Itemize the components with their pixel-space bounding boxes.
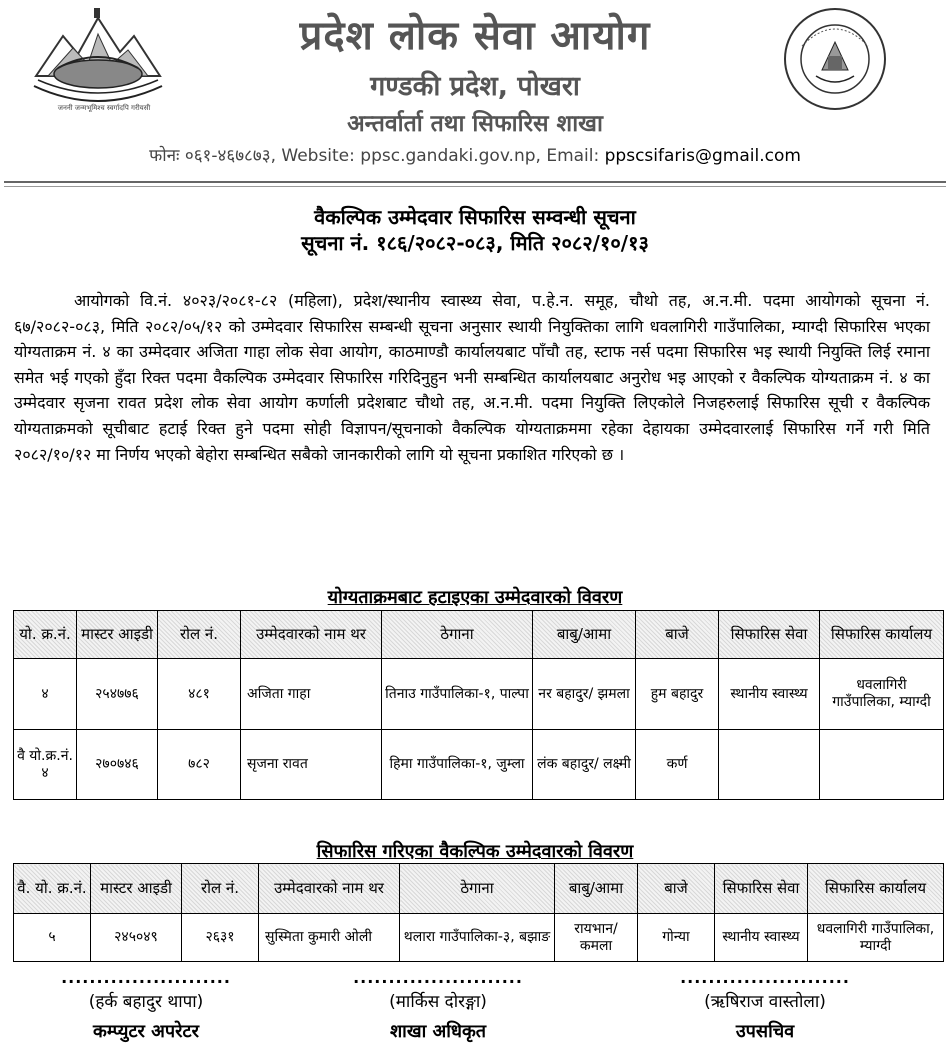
col-header: बाजे (638, 864, 715, 914)
cell: २४५०४९ (91, 914, 182, 962)
col-header: मास्टर आइडी (91, 864, 182, 914)
signatory-title: कम्प्युटर अपरेटर (93, 1021, 199, 1042)
cell (719, 730, 820, 800)
signatory-title: उपसचिव (735, 1021, 795, 1042)
col-header: यो. क्र.नं. (14, 611, 77, 659)
col-header: रोल नं. (182, 864, 259, 914)
col-header: सिफारिस कार्यालय (808, 864, 944, 914)
cell: रायभान/ कमला (555, 914, 638, 962)
col-header: सिफारिस सेवा (715, 864, 808, 914)
col-header: बाबु/आमा (533, 611, 636, 659)
table-row (14, 659, 944, 730)
cell: थलारा गाउँपालिका-३, बझाङ (400, 914, 555, 962)
col-header: बाबु/आमा (555, 864, 638, 914)
signature-line: ........................ (353, 968, 523, 987)
contact-text: फोनः ०६१-४६७८७३, Website: ppsc.gandaki.gov.np, Email: (149, 146, 600, 166)
province-subtitle: गण्डकी प्रदेश, पोखरा (370, 71, 580, 102)
removed-candidates-table (13, 610, 944, 800)
section-name: अन्तर्वार्ता तथा सिफारिस शाखा (347, 111, 603, 137)
letterhead (0, 0, 950, 180)
signatory-name: (ऋषिराज वास्तोला) (704, 992, 826, 1012)
table-row (14, 730, 944, 800)
cell: तिनाउ गाउँपालिका-१, पाल्पा (382, 659, 533, 730)
cell: ४८१ (158, 659, 241, 730)
cell: वै यो.क्र.नं. ४ (14, 730, 77, 800)
cell: हिमा गाउँपालिका-१, जुम्ला (382, 730, 533, 800)
col-header: मास्टर आइडी (77, 611, 158, 659)
cell: स्थानीय स्वास्थ्य (715, 914, 808, 962)
table-row (14, 914, 944, 962)
commission-seal-icon (782, 6, 888, 112)
emblem-caption: जननी जन्मभूमिश्च स्वर्गादपि गरीयसी (57, 104, 151, 112)
removed-table-caption: योग्यताक्रमबाट हटाइएका उम्मेदवारको विवरण (327, 587, 623, 608)
signature-block (318, 970, 558, 1044)
cell: २६३१ (182, 914, 259, 962)
cell: अजिता गाहा (241, 659, 382, 730)
recommended-table-caption: सिफारिस गरिएका वैकल्पिक उम्मेदवारको विवरण (316, 841, 634, 862)
cell (820, 730, 944, 800)
cell: २५४७७६ (77, 659, 158, 730)
col-header: ठेगाना (400, 864, 555, 914)
header-rule-thick (4, 181, 946, 183)
table-header-row (14, 611, 944, 659)
col-header: ठेगाना (382, 611, 533, 659)
cell: धवलागिरी गाउँपालिका, म्याग्दी (808, 914, 944, 962)
cell: गोन्या (638, 914, 715, 962)
table-header-row (14, 864, 944, 914)
email-link[interactable]: ppscsifaris@gmail.com (604, 146, 801, 166)
cell: स्थानीय स्वास्थ्य (719, 659, 820, 730)
col-header: वै. यो. क्र.नं. (14, 864, 91, 914)
signature-line: ........................ (680, 968, 850, 987)
header-rule-thin (4, 186, 946, 187)
cell: ७८२ (158, 730, 241, 800)
signatory-name: (मार्किस दोरङ्गा) (389, 992, 487, 1012)
notice-title: वैकल्पिक उम्मेदवार सिफारिस सम्वन्धी सूचना (314, 205, 636, 229)
cell: ४ (14, 659, 77, 730)
col-header: सिफारिस कार्यालय (820, 611, 944, 659)
notice-body: आयोगको वि.नं. ४०२३/२०८१-८२ (महिला), प्रदेश/स्थानीय स्वास्थ्य सेवा, प.हे.न. समूह, चौथो तह, अ.न.मी. पदमा आयोगको सूचना नं. ६७/२०८२-०८३, मिति २०८२/०५/१२ को उम्मेदवार सिफारिस सम्बन्धी सूचना अनुसार स्थायी नियुक्तिका लागि धवलागिरी गाउँपालिका, म्याग्दी सिफारिस भएका योग्यताक्रम नं. ४ का उम्मेदवार अजिता गाहा लोक सेवा आयोग, काठमाण्डौ कार्यालयबाट पाँचौ तह, स्टाफ नर्स पदमा सिफारिस भइ स्थायी नियुक्ति लिई रमाना समेत भई गएको हुँदा रिक्त पदमा वैकल्पिक उम्मेदवार सिफारिस गरिदिनुहुन भनी सम्बन्धित कार्यालयबाट अनुरोध भइ आएको र वैकल्पिक योग्यताक्रम नं. ४ का उम्मेदवार सृजना रावत प्रदेश लोक सेवा आयोग कर्णाली प्रदेशबाट चौथो तह, अ.न.मी. पदमा नियुक्ति लिएकोले निजहरुलाई सिफारिस सूची र वैकल्पिक योग्यताक्रमको सूचीबाट हटाई रिक्त हुने पदमा सोही विज्ञापन/सूचनाको वैकल्पिक योग्यताक्रममा रहेका देहायका उम्मेदवारलाई सिफारिस गर्ने गरी मिति २०८२/१०/१२ मा निर्णय भएको बेहोरा सम्बन्धित सबैको जानकारीको लागि यो सूचना प्रकाशित गरिएको छ । (14, 291, 930, 464)
col-header: उम्मेदवारको नाम थर (259, 864, 400, 914)
notice-heading (0, 204, 950, 256)
signatory-name: (हर्क बहादुर थापा) (88, 992, 204, 1012)
contact-line (0, 143, 950, 166)
cell: कर्ण (636, 730, 719, 800)
signature-block (26, 970, 266, 1044)
recommended-candidates-table (13, 863, 944, 962)
col-header: उम्मेदवारको नाम थर (241, 611, 382, 659)
cell: हुम बहादुर (636, 659, 719, 730)
col-header: बाजे (636, 611, 719, 659)
col-header: रोल नं. (158, 611, 241, 659)
cell: सुस्मिता कुमारी ओली (259, 914, 400, 962)
cell: सृजना रावत (241, 730, 382, 800)
cell: २७०७४६ (77, 730, 158, 800)
signatory-title: शाखा अधिकृत (389, 1021, 487, 1042)
cell: नर बहादुर/ झमला (533, 659, 636, 730)
signature-block (645, 970, 885, 1044)
cell: धवलागिरी गाउँपालिका, म्याग्दी (820, 659, 944, 730)
col-header: सिफारिस सेवा (719, 611, 820, 659)
notice-number: सूचना नं. १८६/२०८२-०८३, मिति २०८२/१०/१३ (301, 231, 649, 255)
cell: ५ (14, 914, 91, 962)
commission-title: प्रदेश लोक सेवा आयोग (299, 13, 651, 59)
cell: लंक बहादुर/ लक्ष्मी (533, 730, 636, 800)
signature-line: ........................ (61, 968, 231, 987)
